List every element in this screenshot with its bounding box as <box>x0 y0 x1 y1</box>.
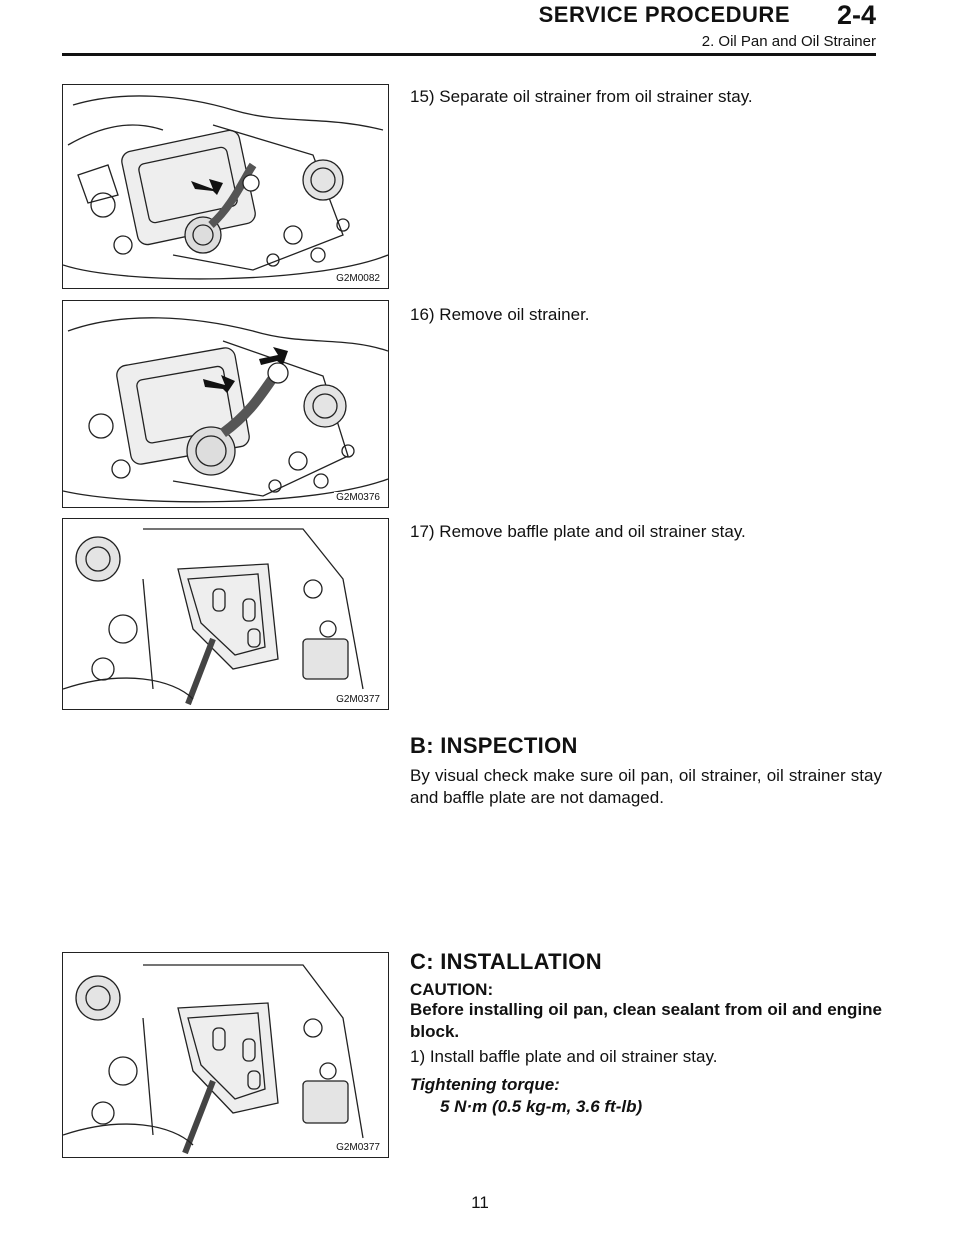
engine-underside-illustration <box>63 85 388 288</box>
inspection-heading: B: INSPECTION <box>410 733 578 758</box>
page-number: 11 <box>471 1193 489 1212</box>
figure-install-baffle-plate <box>62 952 389 1158</box>
figure-code: G2M0082 <box>336 273 380 284</box>
step-15-text: 15) Separate oil strainer from oil strainer stay. <box>410 87 753 106</box>
step-17-text: 17) Remove baffle plate and oil strainer stay. <box>410 522 746 541</box>
inspection-body: By visual check make sure oil pan, oil strainer, oil strainer stay and baffle plate are not damaged. <box>410 766 882 807</box>
caution-label: CAUTION: <box>410 980 494 999</box>
engine-underside-illustration <box>63 301 388 507</box>
figure-code: G2M0377 <box>336 1142 380 1153</box>
figure-separate-strainer <box>62 84 389 289</box>
baffle-plate-illustration <box>63 953 388 1157</box>
caution-text: Before installing oil pan, clean sealant from oil and engine block. <box>410 1000 882 1041</box>
figure-remove-strainer <box>62 300 389 508</box>
header-rule <box>62 53 876 56</box>
figure-code: G2M0376 <box>336 492 380 503</box>
install-step-1-text: 1) Install baffle plate and oil strainer stay. <box>410 1047 718 1066</box>
header-subtitle: 2. Oil Pan and Oil Strainer <box>701 33 876 50</box>
figure-remove-baffle-plate <box>62 518 389 710</box>
step-16-text: 16) Remove oil strainer. <box>410 305 590 324</box>
baffle-plate-illustration <box>63 519 388 709</box>
torque-value: 5 N·m (0.5 kg-m, 3.6 ft-lb) <box>440 1097 643 1116</box>
figure-code: G2M0377 <box>336 694 380 705</box>
installation-heading: C: INSTALLATION <box>410 949 602 974</box>
header-title: SERVICE PROCEDURE <box>538 2 790 27</box>
section-number: 2-4 <box>836 0 876 30</box>
torque-label: Tightening torque: <box>410 1075 560 1094</box>
